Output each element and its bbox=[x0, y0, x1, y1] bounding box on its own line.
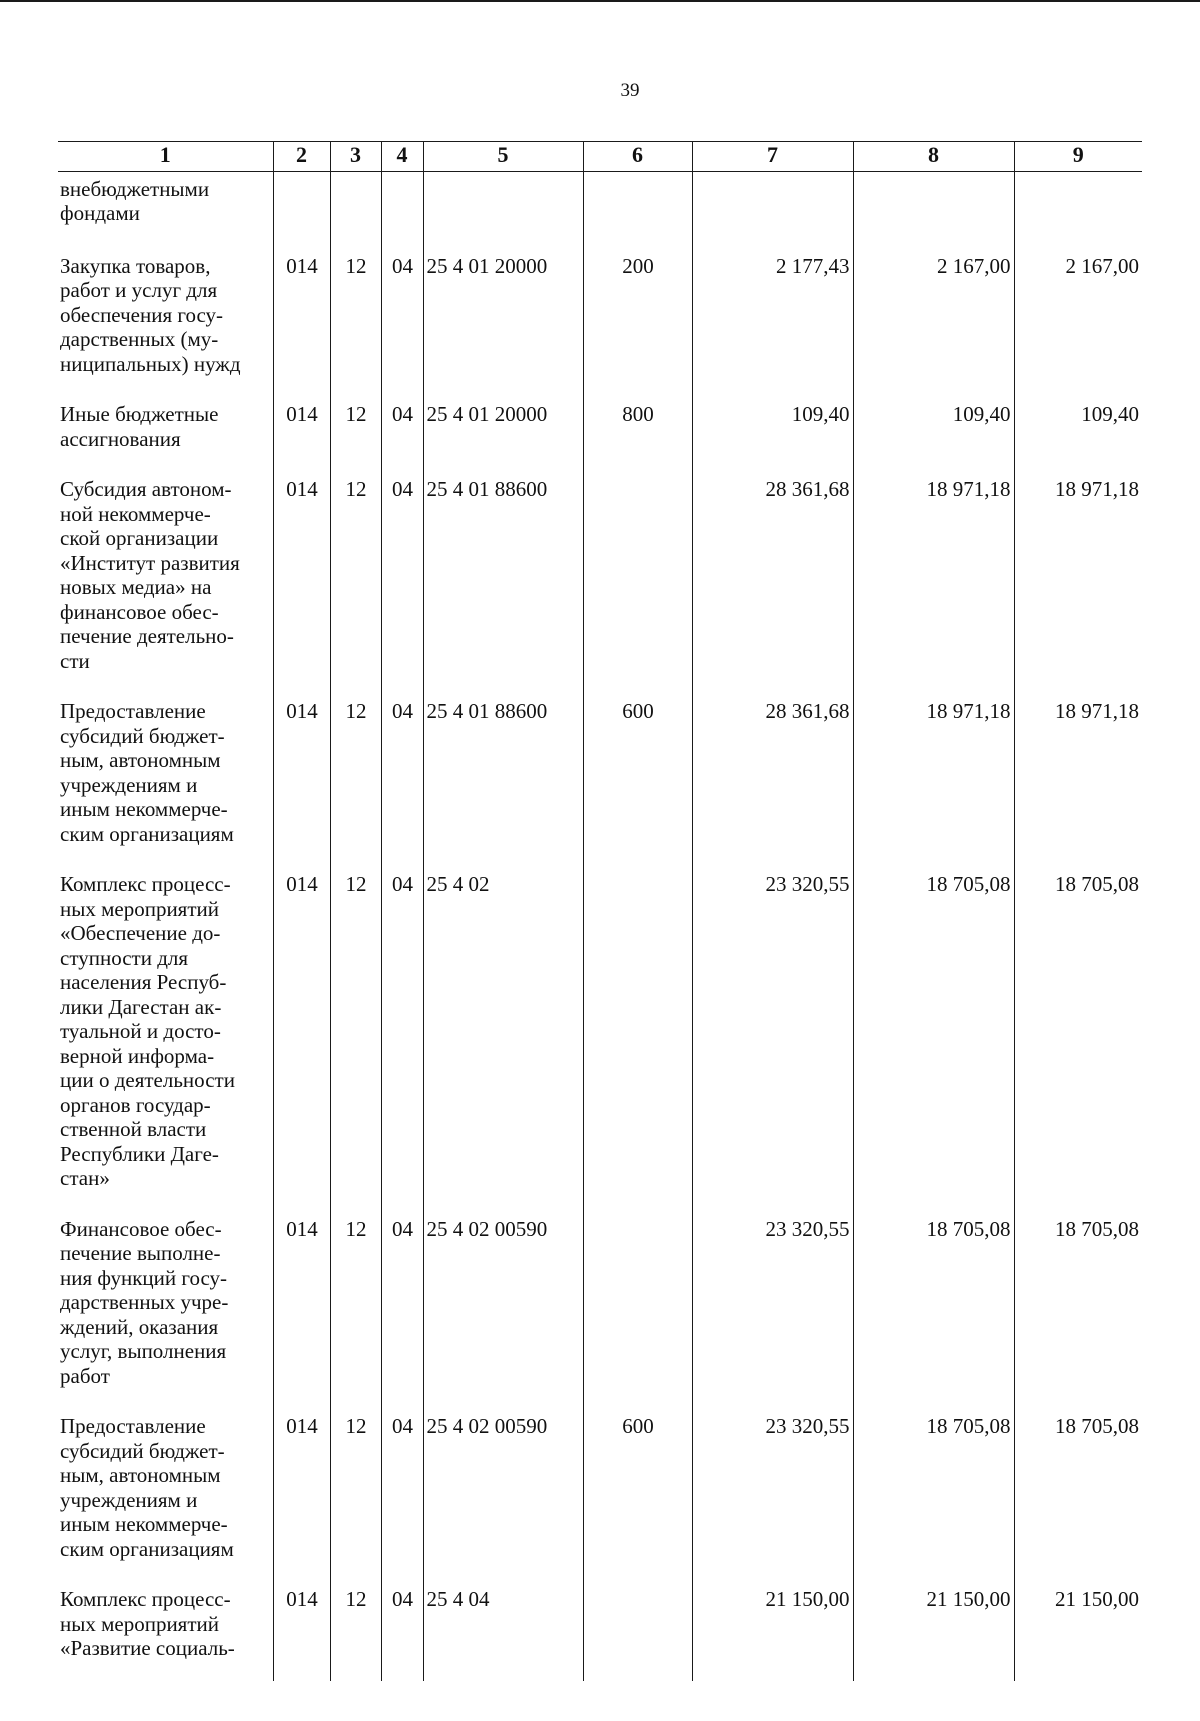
cell-target: 25 4 02 00590 bbox=[423, 1408, 583, 1581]
cell-expense-type bbox=[583, 1581, 692, 1681]
cell-value-col8: 18 705,08 bbox=[853, 866, 1014, 1211]
cell-subsection: 04 bbox=[381, 1211, 423, 1409]
cell-target: 25 4 02 00590 bbox=[423, 1211, 583, 1409]
header-col-9: 9 bbox=[1014, 142, 1142, 172]
table-row bbox=[58, 866, 1142, 1211]
cell-ministry bbox=[273, 171, 330, 248]
cell-expense-type: 200 bbox=[583, 248, 692, 397]
table-row bbox=[58, 1408, 1142, 1581]
table-row bbox=[58, 1211, 1142, 1409]
cell-value-col8: 109,40 bbox=[853, 396, 1014, 471]
cell-target: 25 4 02 bbox=[423, 866, 583, 1211]
table-row bbox=[58, 693, 1142, 866]
cell-name bbox=[58, 1211, 273, 1409]
row-name-text: Комплекс процесс- ных мероприятий «Обеспечение до- ступности для населения Респуб- лики Дагестан ак- туальной и досто- верной информа- ции о деятельности органов государ- ственной власти Республики Даге- стан» bbox=[60, 872, 235, 1190]
row-name-text: Предоставление субсидий бюджет- ным, автономным учреждениям и иным некоммерче- ским организациям bbox=[60, 1414, 234, 1561]
cell-value-col7: 23 320,55 bbox=[692, 866, 853, 1211]
cell-section: 12 bbox=[330, 248, 381, 397]
cell-expense-type: 800 bbox=[583, 396, 692, 471]
cell-ministry: 014 bbox=[273, 693, 330, 866]
cell-value-col7: 109,40 bbox=[692, 396, 853, 471]
cell-name bbox=[58, 1408, 273, 1581]
table-header bbox=[58, 142, 1142, 172]
row-name-text: Финансовое обес- печение выполне- ния функций госу- дарственных учре- ждений, оказания услуг, выполнения работ bbox=[60, 1216, 229, 1388]
cell-value-col7: 2 177,43 bbox=[692, 248, 853, 397]
cell-expense-type bbox=[583, 866, 692, 1211]
cell-ministry: 014 bbox=[273, 248, 330, 397]
cell-expense-type bbox=[583, 171, 692, 248]
cell-section: 12 bbox=[330, 1408, 381, 1581]
header-col-6: 6 bbox=[583, 142, 692, 172]
cell-subsection: 04 bbox=[381, 396, 423, 471]
cell-ministry: 014 bbox=[273, 471, 330, 693]
budget-table bbox=[58, 141, 1142, 1681]
cell-section: 12 bbox=[330, 866, 381, 1211]
cell-value-col8: 18 971,18 bbox=[853, 471, 1014, 693]
cell-subsection: 04 bbox=[381, 1581, 423, 1681]
row-name-text: Иные бюджетные ассигнования bbox=[60, 402, 219, 451]
header-col-2: 2 bbox=[273, 142, 330, 172]
cell-name bbox=[58, 248, 273, 397]
cell-value-col9: 21 150,00 bbox=[1014, 1581, 1142, 1681]
row-name-text: Предоставление субсидий бюджет- ным, автономным учреждениям и иным некоммерче- ским организациям bbox=[60, 699, 234, 846]
row-name-text: Комплекс процесс- ных мероприятий «Развитие социаль- bbox=[60, 1587, 235, 1660]
cell-value-col7: 28 361,68 bbox=[692, 471, 853, 693]
cell-ministry: 014 bbox=[273, 1581, 330, 1681]
cell-section: 12 bbox=[330, 1211, 381, 1409]
cell-value-col9 bbox=[1014, 171, 1142, 248]
header-row bbox=[58, 142, 1142, 172]
table-body bbox=[58, 171, 1142, 1681]
row-name-text: внебюджетными фондами bbox=[60, 176, 210, 225]
cell-target: 25 4 01 20000 bbox=[423, 248, 583, 397]
header-col-8: 8 bbox=[853, 142, 1014, 172]
header-col-3: 3 bbox=[330, 142, 381, 172]
cell-value-col9: 18 971,18 bbox=[1014, 471, 1142, 693]
cell-ministry: 014 bbox=[273, 1211, 330, 1409]
cell-name bbox=[58, 471, 273, 693]
cell-value-col8: 21 150,00 bbox=[853, 1581, 1014, 1681]
cell-section: 12 bbox=[330, 396, 381, 471]
header-col-4: 4 bbox=[381, 142, 423, 172]
table-row bbox=[58, 471, 1142, 693]
cell-value-col7 bbox=[692, 171, 853, 248]
cell-value-col9: 2 167,00 bbox=[1014, 248, 1142, 397]
cell-value-col8: 18 705,08 bbox=[853, 1408, 1014, 1581]
cell-value-col7: 21 150,00 bbox=[692, 1581, 853, 1681]
cell-target: 25 4 01 88600 bbox=[423, 471, 583, 693]
cell-name bbox=[58, 1581, 273, 1681]
cell-subsection: 04 bbox=[381, 693, 423, 866]
table-row bbox=[58, 248, 1142, 397]
cell-expense-type: 600 bbox=[583, 693, 692, 866]
cell-expense-type bbox=[583, 1211, 692, 1409]
cell-value-col8 bbox=[853, 171, 1014, 248]
cell-target bbox=[423, 171, 583, 248]
cell-value-col9: 18 705,08 bbox=[1014, 866, 1142, 1211]
page-number: 39 bbox=[620, 80, 640, 101]
table-row bbox=[58, 1581, 1142, 1681]
cell-name bbox=[58, 396, 273, 471]
cell-section bbox=[330, 171, 381, 248]
cell-section: 12 bbox=[330, 471, 381, 693]
cell-ministry: 014 bbox=[273, 1408, 330, 1581]
row-name-text: Закупка товаров, работ и услуг для обеспечения госу- дарственных (му- ниципальных) нужд bbox=[60, 253, 241, 376]
cell-value-col8: 18 971,18 bbox=[853, 693, 1014, 866]
cell-value-col7: 23 320,55 bbox=[692, 1211, 853, 1409]
cell-expense-type bbox=[583, 471, 692, 693]
header-col-1: 1 bbox=[58, 142, 273, 172]
cell-subsection: 04 bbox=[381, 471, 423, 693]
cell-target: 25 4 01 20000 bbox=[423, 396, 583, 471]
cell-expense-type: 600 bbox=[583, 1408, 692, 1581]
cell-subsection bbox=[381, 171, 423, 248]
cell-value-col9: 18 971,18 bbox=[1014, 693, 1142, 866]
cell-name bbox=[58, 693, 273, 866]
cell-name bbox=[58, 171, 273, 248]
page-top-edge bbox=[0, 0, 1200, 2]
row-name-text: Субсидия автоном- ной некоммерче- ской организации «Институт развития новых медиа» на финансовое обес- печение деятельно- сти bbox=[60, 477, 240, 673]
cell-value-col7: 28 361,68 bbox=[692, 693, 853, 866]
cell-value-col8: 2 167,00 bbox=[853, 248, 1014, 397]
table-row bbox=[58, 171, 1142, 248]
cell-value-col9: 18 705,08 bbox=[1014, 1211, 1142, 1409]
cell-value-col8: 18 705,08 bbox=[853, 1211, 1014, 1409]
cell-value-col9: 109,40 bbox=[1014, 396, 1142, 471]
cell-ministry: 014 bbox=[273, 396, 330, 471]
cell-target: 25 4 01 88600 bbox=[423, 693, 583, 866]
header-col-5: 5 bbox=[423, 142, 583, 172]
cell-name bbox=[58, 866, 273, 1211]
cell-value-col7: 23 320,55 bbox=[692, 1408, 853, 1581]
cell-ministry: 014 bbox=[273, 866, 330, 1211]
cell-section: 12 bbox=[330, 1581, 381, 1681]
cell-section: 12 bbox=[330, 693, 381, 866]
table-row bbox=[58, 396, 1142, 471]
cell-subsection: 04 bbox=[381, 248, 423, 397]
cell-target: 25 4 04 bbox=[423, 1581, 583, 1681]
cell-value-col9: 18 705,08 bbox=[1014, 1408, 1142, 1581]
cell-subsection: 04 bbox=[381, 866, 423, 1211]
header-col-7: 7 bbox=[692, 142, 853, 172]
cell-subsection: 04 bbox=[381, 1408, 423, 1581]
